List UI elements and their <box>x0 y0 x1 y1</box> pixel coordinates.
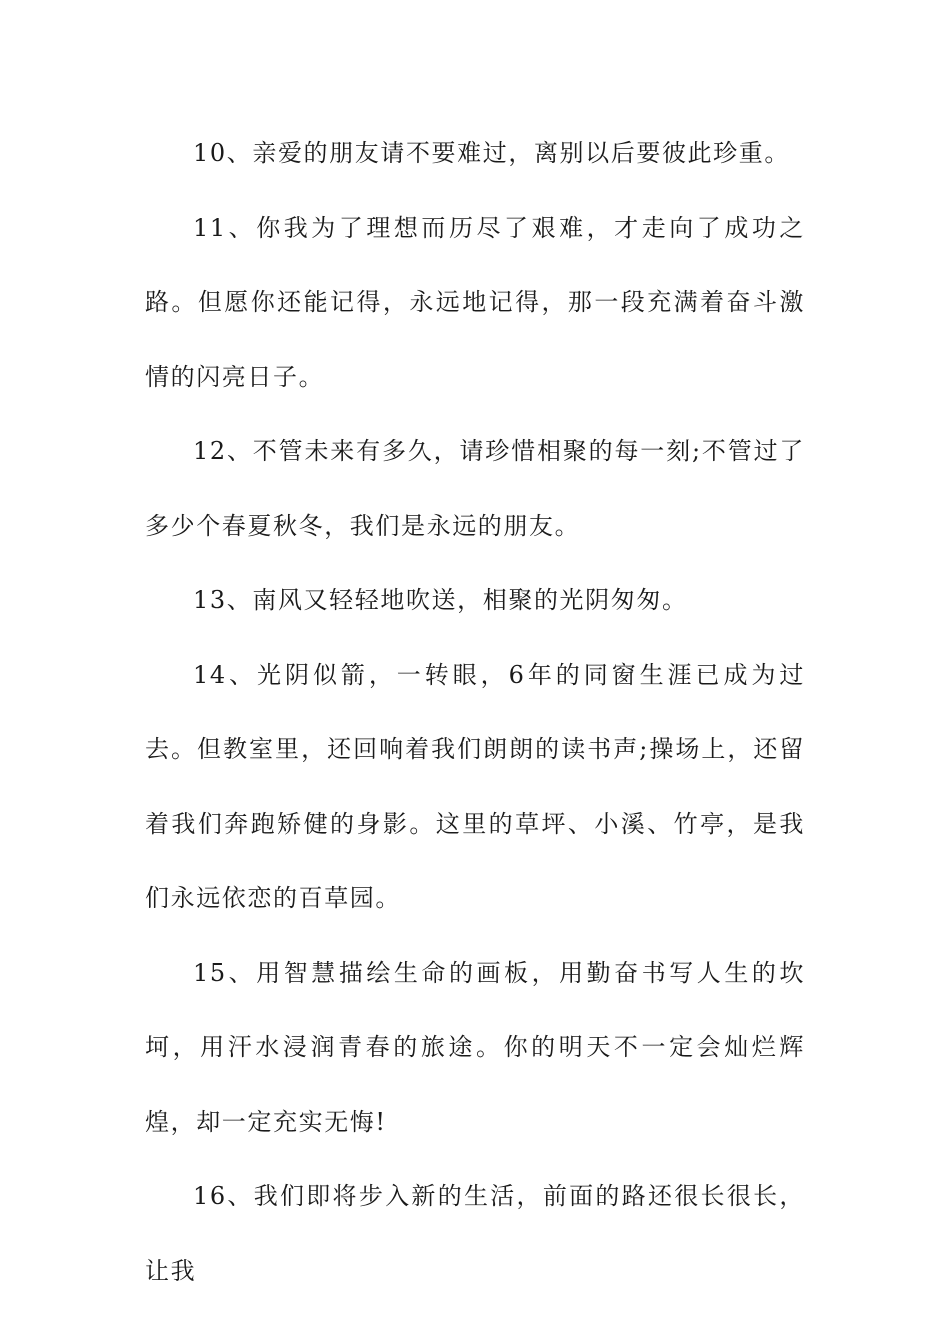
paragraph-16: 16、我们即将步入新的生活，前面的路还很长很长，让我 <box>145 1182 805 1285</box>
paragraph-15: 15、用智慧描绘生命的画板，用勤奋书写人生的坎坷，用汗水浸润青春的旅途。你的明天不一定会灿烂辉煌，却一定充实无悔! <box>145 958 805 1136</box>
paragraph-10: 10、亲爱的朋友请不要难过，离别以后要彼此珍重。 <box>193 139 790 167</box>
paragraph-14: 14、光阴似箭，一转眼，6年的同窗生涯已成为过去。但教室里，还回响着我们朗朗的读书声;操场上，还留着我们奔跑矫健的身影。这里的草坪、小溪、竹亭，是我们永远依恋的百草园。 <box>145 660 805 912</box>
paragraph-12: 12、不管未来有多久，请珍惜相聚的每一刻;不管过了多少个春夏秋冬，我们是永远的朋友。 <box>145 437 805 540</box>
document-body <box>145 116 805 1308</box>
paragraph-13: 13、南风又轻轻地吹送，相聚的光阴匆匆。 <box>193 586 688 614</box>
paragraph-11: 11、你我为了理想而历尽了艰难，才走向了成功之路。但愿你还能记得，永远地记得，那一段充满着奋斗激情的闪亮日子。 <box>145 213 805 391</box>
